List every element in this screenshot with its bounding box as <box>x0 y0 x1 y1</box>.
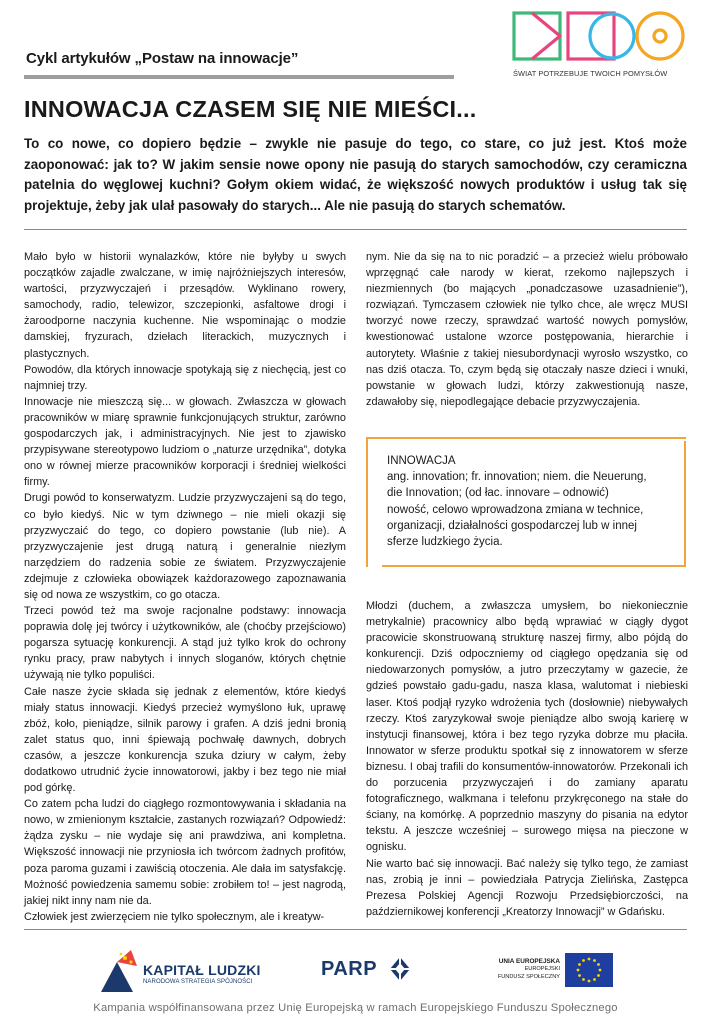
paragraph: Całe nasze życie składa się jednak z elementów, które kiedyś miały status innowacji. Kiedyś przecież wymyślono łuk, uprawę zbóż, koło, pieniądze, silnik parowy i grafen. A dziś jedni bronią zalet status quo, inni śpiewają pochwałę dawnych, dobrych czasów, a jeszcze konkurencja szuka dziury w całym, żeby dodatkowo utrudnić życie innowatorowi, jakby i bez tego nie miał pod górkę. <box>24 685 346 795</box>
paragraph: Nie warto bać się innowacji. Bać należy się tylko tego, że zamiast nas, zrobią je inni – powiedziała Patrycja Zielińska, Zastępca Prezesa Polskiej Agencji Rozwoju Przedsiębiorczości, na październikowej konferencji „Kreatorzy Innowacji” w Gdańsku. <box>366 857 688 918</box>
paragraph: Co zatem pcha ludzi do ciągłego rozmontowywania i składania na nowo, w zmienionym kształcie, zastanych rozwiązań? Odpowiedź: żądza zysku – nie wydaje się ani prawdziwa, ani kompletna. Większość innowacji nie przyniosła ich twórcom żadnych profitów, poza paroma guzami i zawiścią otoczenia. Ale dała im satysfakcję. Możność powiedzenia samemu sobie: zrobiłem to! – jest nagrodą, jakiej nikt inny nam nie da. <box>24 798 346 907</box>
series-rule <box>24 75 454 79</box>
paragraph: Powodów, dla których innowacje spotykają się z niechęcią, jest co najmniej trzy. <box>24 363 346 392</box>
definition-line: organizacji, działalności gospodarczej lub w innej <box>387 519 637 532</box>
paragraph: nym. Nie da się na to nic poradzić – a przecież wielu próbowało wprzęgnąć całe narody w kierat, rzekomo najlepszych i niezmiennych (bo mających „ponadczasowe uzasadnienie”), rozwiązań. Tymczasem człowiek nie tylko chce, ale wręcz MUSI tworzyć nowe rzeczy, sprawdzać wartość nowych pomysłów, kwestionować ustalone wzorce postępowania, hierarchie i autorytety. Właśnie z takiej niesubordynacji wyrosło wszystko, co nas dziś otacza. To, czym będą się otaczały nasze dzieci i wnuki, powstanie w głowach ludzi, którzy zakwestionują nasze, zdawałoby się, niepodlegające debacie przyzwyczajenia. <box>366 251 688 408</box>
eu-line-1: UNIA EUROPEJSKA <box>498 958 560 965</box>
definition-line: ang. innovation; fr. innovation; niem. die Neuerung, <box>387 471 647 484</box>
paragraph: Mało było w historii wynalazków, które nie byłyby u swych początków zajadle zwalczane, w imię najróżniejszych interesów, wartości, przyzwyczajeń i przesądów. Wyklinano rowery, samochody, radio, telewizor, szczepionki, asfaltowe drogi i żaroodporne naczynia kuchenne. Nie wspominając o modzie damskiej, fryzurach, dziełach literackich, muzycznych i plastycznych. <box>24 251 346 360</box>
paragraph: Drugi powód to konserwatyzm. Ludzie przyzwyczajeni są do tego, co było kiedyś. Nic w tym dziwnego – nie mieli okazji się przyzwyczaić do tego, co dopiero powstanie (lub nie). A przyzwyczajenie jest drugą naturą i generalnie niezłym narzędziem do radzenia sobie ze światem. Przyzwyczajenie zdejmuje z człowieka obowiązek każdorazowego zapoznawania się od nowa ze wszystkim, co go otacza. <box>24 492 346 601</box>
campaign-footer: Kampania współfinansowana przez Unię Europejską w ramach Europejskiego Funduszu Społecznego <box>93 1002 618 1014</box>
kapital-ludzki-subtitle: NARODOWA STRATEGIA SPÓJNOŚCI <box>143 979 253 985</box>
article-lead: To co nowe, co dopiero będzie – zwykle nie pasuje do tego, co stare, co już jest. Ktoś może zaoponować: jak to? W jakim sensie nowe opony nie pasują do starych samochodów, czy ceramiczna patelnia do węglowej kuchni? Gołym okiem widać, że większość nowych produktów i usług tak się projektuje, żeby jak ulał pasowały do starych... Ale nie pasują do starych schematów. <box>24 136 687 213</box>
article-title: INNOWACJA CZASEM SIĘ NIE MIEŚCI... <box>24 96 477 122</box>
paragraph: Trzeci powód też ma swoje racjonalne podstawy: innowacja poprawia dolę jej twórcy i użytkowników, ale (choćby przejściowo) pogarsza sytuację konkurencji. A stąd już tylko krok do ochrony rynku pracy, praw nabytych i innych sloganów, których chętnie używają nie tylko populiści. <box>24 605 346 682</box>
divider-bottom <box>24 929 687 930</box>
kapital-ludzki-title: KAPITAŁ LUDZKI <box>143 962 261 978</box>
paragraph: Innowacje nie mieszczą się... w głowach. Zwłaszcza w głowach pracowników w miarę sprawnie funkcjonujących struktur, zarówno gospodarczych jak, i administracyjnych. Nie jest to zjawisko przypisywane stereotypowo ludziom o „naturze urzędnika”, dotyka ono w równej mierze pracowników korporacji i średniej wielkości firmy. <box>24 395 346 489</box>
parp-logo-icon <box>388 954 412 984</box>
definition-line: sferze ludzkiego życia. <box>387 536 503 549</box>
column-right-bottom <box>366 598 688 920</box>
divider-top <box>24 229 687 230</box>
paragraph: Człowiek jest zwierzęciem nie tylko społecznym, ale i kreatyw- <box>24 910 325 923</box>
paragraph: Młodzi (duchem, a zwłaszcza umysłem, bo niekoniecznie metrykalnie) pracownicy albo będą wprawiać w ciągły dygot pracowicie skonstruowaną strukturę naszej firmy, albo pójdą do konkurencji. Dziś odpoczniemy od ciągłego opędzania się od niedowarzonych pomysłów, a jutro przeczytamy w gazecie, że gdzieś powstało gadu-gadu, nasza klasa, walutomat i niebieski laser. Ktoś podjął ryzyko wdrożenia tych (dosłownie) niebywałych rzeczy. Ktoś zaryzykował swoje pieniądze albo swoją karierę w instytucji finansowej, która i bez tego ryzyka dobrze mu płaciła. Innowator w sferze produktu spotkał się z innowatorem w sferze biznesu. I obaj trafili do konsumentów-innowatorów. Przekonali ich do porzucenia przyzwyczajeń i do zamiany aparatu fotograficznego, walkmana i telefonu przykręconego na stałe do ściany, na komórkę. A poprzednio maszyny do pisania na edytor tekstu. A jeszcze wcześniej – surowego mięsa na pieczone w ognisku. <box>366 600 688 854</box>
parp-logo-text: PARP <box>321 958 378 980</box>
definition-line: die Innovation; (od łac. innovare – odnowić) <box>387 487 609 500</box>
eu-line-2: EUROPEJSKI <box>524 966 560 972</box>
definition-line: nowość, celowo wprowadzona zmiana w technice, <box>387 503 644 516</box>
column-right-top <box>366 249 688 410</box>
series-title: Cykl artykułów „Postaw na innowacje” <box>26 50 299 67</box>
eu-line-3: FUNDUSZ SPOŁECZNY <box>497 973 560 980</box>
innovation-logo <box>512 8 688 66</box>
definition-text <box>387 453 677 550</box>
definition-term: INNOWACJA <box>387 455 456 467</box>
eu-flag-icon <box>565 953 613 987</box>
definition-box <box>366 437 686 567</box>
eu-text <box>488 957 560 981</box>
tagline: ŚWIAT POTRZEBUJE TWOICH POMYSŁÓW <box>513 69 668 78</box>
column-left <box>24 249 346 925</box>
